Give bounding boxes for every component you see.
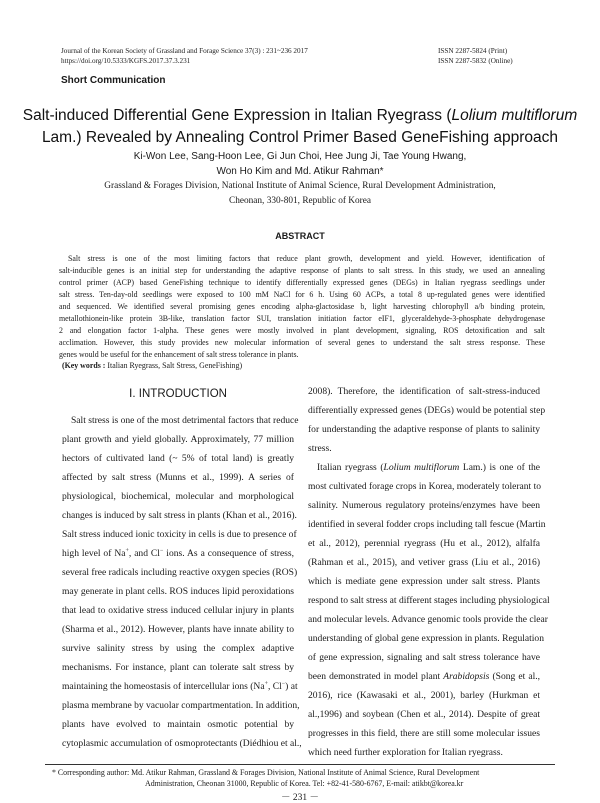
abstract-line: control primer (ACP) based GeneFishing technique to identify differentially expressed genes (DEGs) in Italian ryegrass seedlings under xyxy=(59,278,545,287)
abstract-line: salt-inducible genes is an initial step for understanding the adaptive response of plants to salt stress. In this study, we used an annealing xyxy=(59,266,545,275)
abstract-line: 2 and elongation factor 1-alpha. These genes were mostly involved in plant development, signaling, ROS detoxification and salt xyxy=(59,326,545,335)
keywords-label: (Key words : xyxy=(62,361,106,370)
body-line: that lead to oxidative stress induced cellular injury in plants xyxy=(62,605,294,616)
abstract-line: metallothionein-like protein 3B-like, translation factor SUI, translation initiation factor eIF1, glyceraldehyde-3-phosphate dehydrogenase xyxy=(59,314,545,323)
body-line: survive salinity stress by using the complex adaptive xyxy=(62,643,294,654)
body-line: physiological, biochemical, molecular and morphological xyxy=(62,491,294,502)
footnote-line-2: Administration, Cheonan 31000, Republic of Korea. Tel: +82-41-580-6767, E-mail: atikbt@korea.kr xyxy=(145,779,464,788)
body-line: may generate in plant cells. ROS induces lipid peroxidations xyxy=(62,586,294,597)
body-line: been demonstrated in model plant Arabidopsis (Song et al., xyxy=(308,671,540,682)
abstract-line: genes would be useful for the enhancement of salt stress tolerance in plants. xyxy=(59,350,299,359)
body-line: 2016), rice (Kawasaki et al., 2001), barley (Hurkman et xyxy=(308,690,540,701)
footnote-divider xyxy=(45,764,555,765)
doi-link[interactable]: https://doi.org/10.5333/KGFS.2017.37.3.231 xyxy=(61,57,191,65)
title-line-2: Lam.) Revealed by Annealing Control Primer Based GeneFishing approach xyxy=(41,129,559,146)
body-line: high level of Na+, and Cl− ions. As a consequence of stress, xyxy=(62,547,294,559)
body-line: plant growth and yield globally. Approximately, 77 million xyxy=(62,434,294,445)
body-line: changes is induced by salt stress in plants (Khan et al., 2016). xyxy=(62,510,297,521)
authors-line-2: Won Ho Kim and Md. Atikur Rahman* xyxy=(216,166,384,177)
body-line: and molecular levels. Advance genomic tools provide the clear xyxy=(308,614,548,625)
abstract-line: Salt stress is one of the most limiting factors that reduce plant growth, development and yield. However, identification of xyxy=(68,254,545,263)
body-line: stress. xyxy=(308,443,332,454)
body-line: understanding of global gene expression in plants. Regulation xyxy=(308,633,544,644)
affiliation-line-1: Grassland & Forages Division, National Institute of Animal Science, Rural Development Administration, xyxy=(104,181,496,191)
body-line: et al., 2012), perennial ryegrass (Hu et al., 2012), alfalfa xyxy=(308,538,540,549)
body-line: Salt stress induced ionic toxicity in cells is due to presence of xyxy=(62,529,297,540)
body-line: Salt stress is one of the most detrimental factors that reduce xyxy=(71,415,299,426)
body-line: affected by salt stress (Munns et al., 1999). A series of xyxy=(62,472,294,483)
body-line: for understanding the adaptive response of plants to salinity xyxy=(308,424,540,435)
body-line: most cultivated forage crops in Korea, moderately tolerant to xyxy=(308,481,542,492)
abstract-line: and sequenced. We identified several promising genes encoding alpha-glactosidase b, light harvesting chlorophyll a/b binding protein, xyxy=(59,302,545,311)
footnote-line-1: * Corresponding author: Md. Atikur Rahman, Grassland & Forages Division, National Institute of Animal Science, Rural Development xyxy=(52,768,480,777)
body-line: al.,1996) and soybean (Chen et al., 2014). Despite of great xyxy=(308,709,540,720)
abstract-line: salt stress. Ten-day-old seedlings were exposed to 100 mM NaCl for 6 h. Using 60 ACPs, a total 8 up-regulated genes were identified xyxy=(59,290,545,299)
authors-line-1: Ki-Won Lee, Sang-Hoon Lee, Gi Jun Choi, Hee Jung Ji, Tae Young Hwang, xyxy=(133,151,467,162)
body-line: maintaining the homeostasis of intercellular ions (Na+, Cl−) at xyxy=(62,680,298,692)
body-line: cytoplasmic accumulation of osmoprotectants (Diédhiou et al., xyxy=(62,738,302,749)
section-title: Ⅰ. INTRODUCTION xyxy=(129,388,227,400)
title-line-1: Salt-induced Differential Gene Expression in Italian Ryegrass (Lolium multiflorum xyxy=(22,107,578,124)
body-line: differentially expressed genes (DEGs) would be potential step xyxy=(308,405,546,416)
abstract-line: acclimation. However, this study provides new molecular information of several genes to understand the salt stress response. These xyxy=(59,338,545,347)
article-type: Short Communication xyxy=(61,75,166,86)
abstract-heading: ABSTRACT xyxy=(275,231,325,241)
body-line: respond to salt stress at different stages including physiological xyxy=(308,595,550,606)
body-line: Italian ryegrass (Lolium multiflorum Lam.) is one of the xyxy=(317,462,541,473)
body-line: (Sharma et al., 2012). However, plants have innate ability to xyxy=(62,624,294,635)
issn-print: ISSN 2287-5824 (Print) xyxy=(438,47,508,55)
body-line: several free radicals including reactive oxygen species (ROS) xyxy=(62,567,298,578)
keywords: (Key words : Italian Ryegrass, Salt Stress, GeneFishing) xyxy=(62,361,243,370)
body-line: salinity. Numerous regulatory proteins/enzymes have been xyxy=(308,500,540,511)
body-line: which is mediate gene expression under salt stress. Plants xyxy=(308,576,540,587)
body-line: identified in several fodder crops including tall fescue (Martin xyxy=(308,519,546,530)
journal-citation: Journal of the Korean Society of Grassland and Forage Science 37(3) : 231~236 2017 xyxy=(61,47,308,55)
body-line: progresses in this field, there are still some molecular issues xyxy=(308,728,540,739)
body-line: mechanisms. For instance, plant can tolerate salt stress by xyxy=(62,662,294,673)
body-line: plants have evolved to maintain osmotic potential by xyxy=(62,719,294,730)
body-line: 2008). Therefore, the identification of salt-stress-induced xyxy=(308,386,540,397)
affiliation-line-2: Cheonan, 330-801, Republic of Korea xyxy=(229,196,371,206)
body-line: (Rahman et al., 2015), and vetiver grass (Liu et al., 2016) xyxy=(308,557,540,568)
issn-online: ISSN 2287-5832 (Online) xyxy=(438,57,513,65)
body-line: hectors of cultivated land (~ 5% of total land) is greatly xyxy=(62,453,294,464)
body-line: plasma membrane by vacuolar compartmentation. In addition, xyxy=(62,700,300,711)
page-number: － 231 － xyxy=(280,793,319,803)
body-line: which need further exploration for Italian ryegrass. xyxy=(308,747,503,758)
body-line: of gene expression, signaling and salt stress tolerance have xyxy=(308,652,540,663)
